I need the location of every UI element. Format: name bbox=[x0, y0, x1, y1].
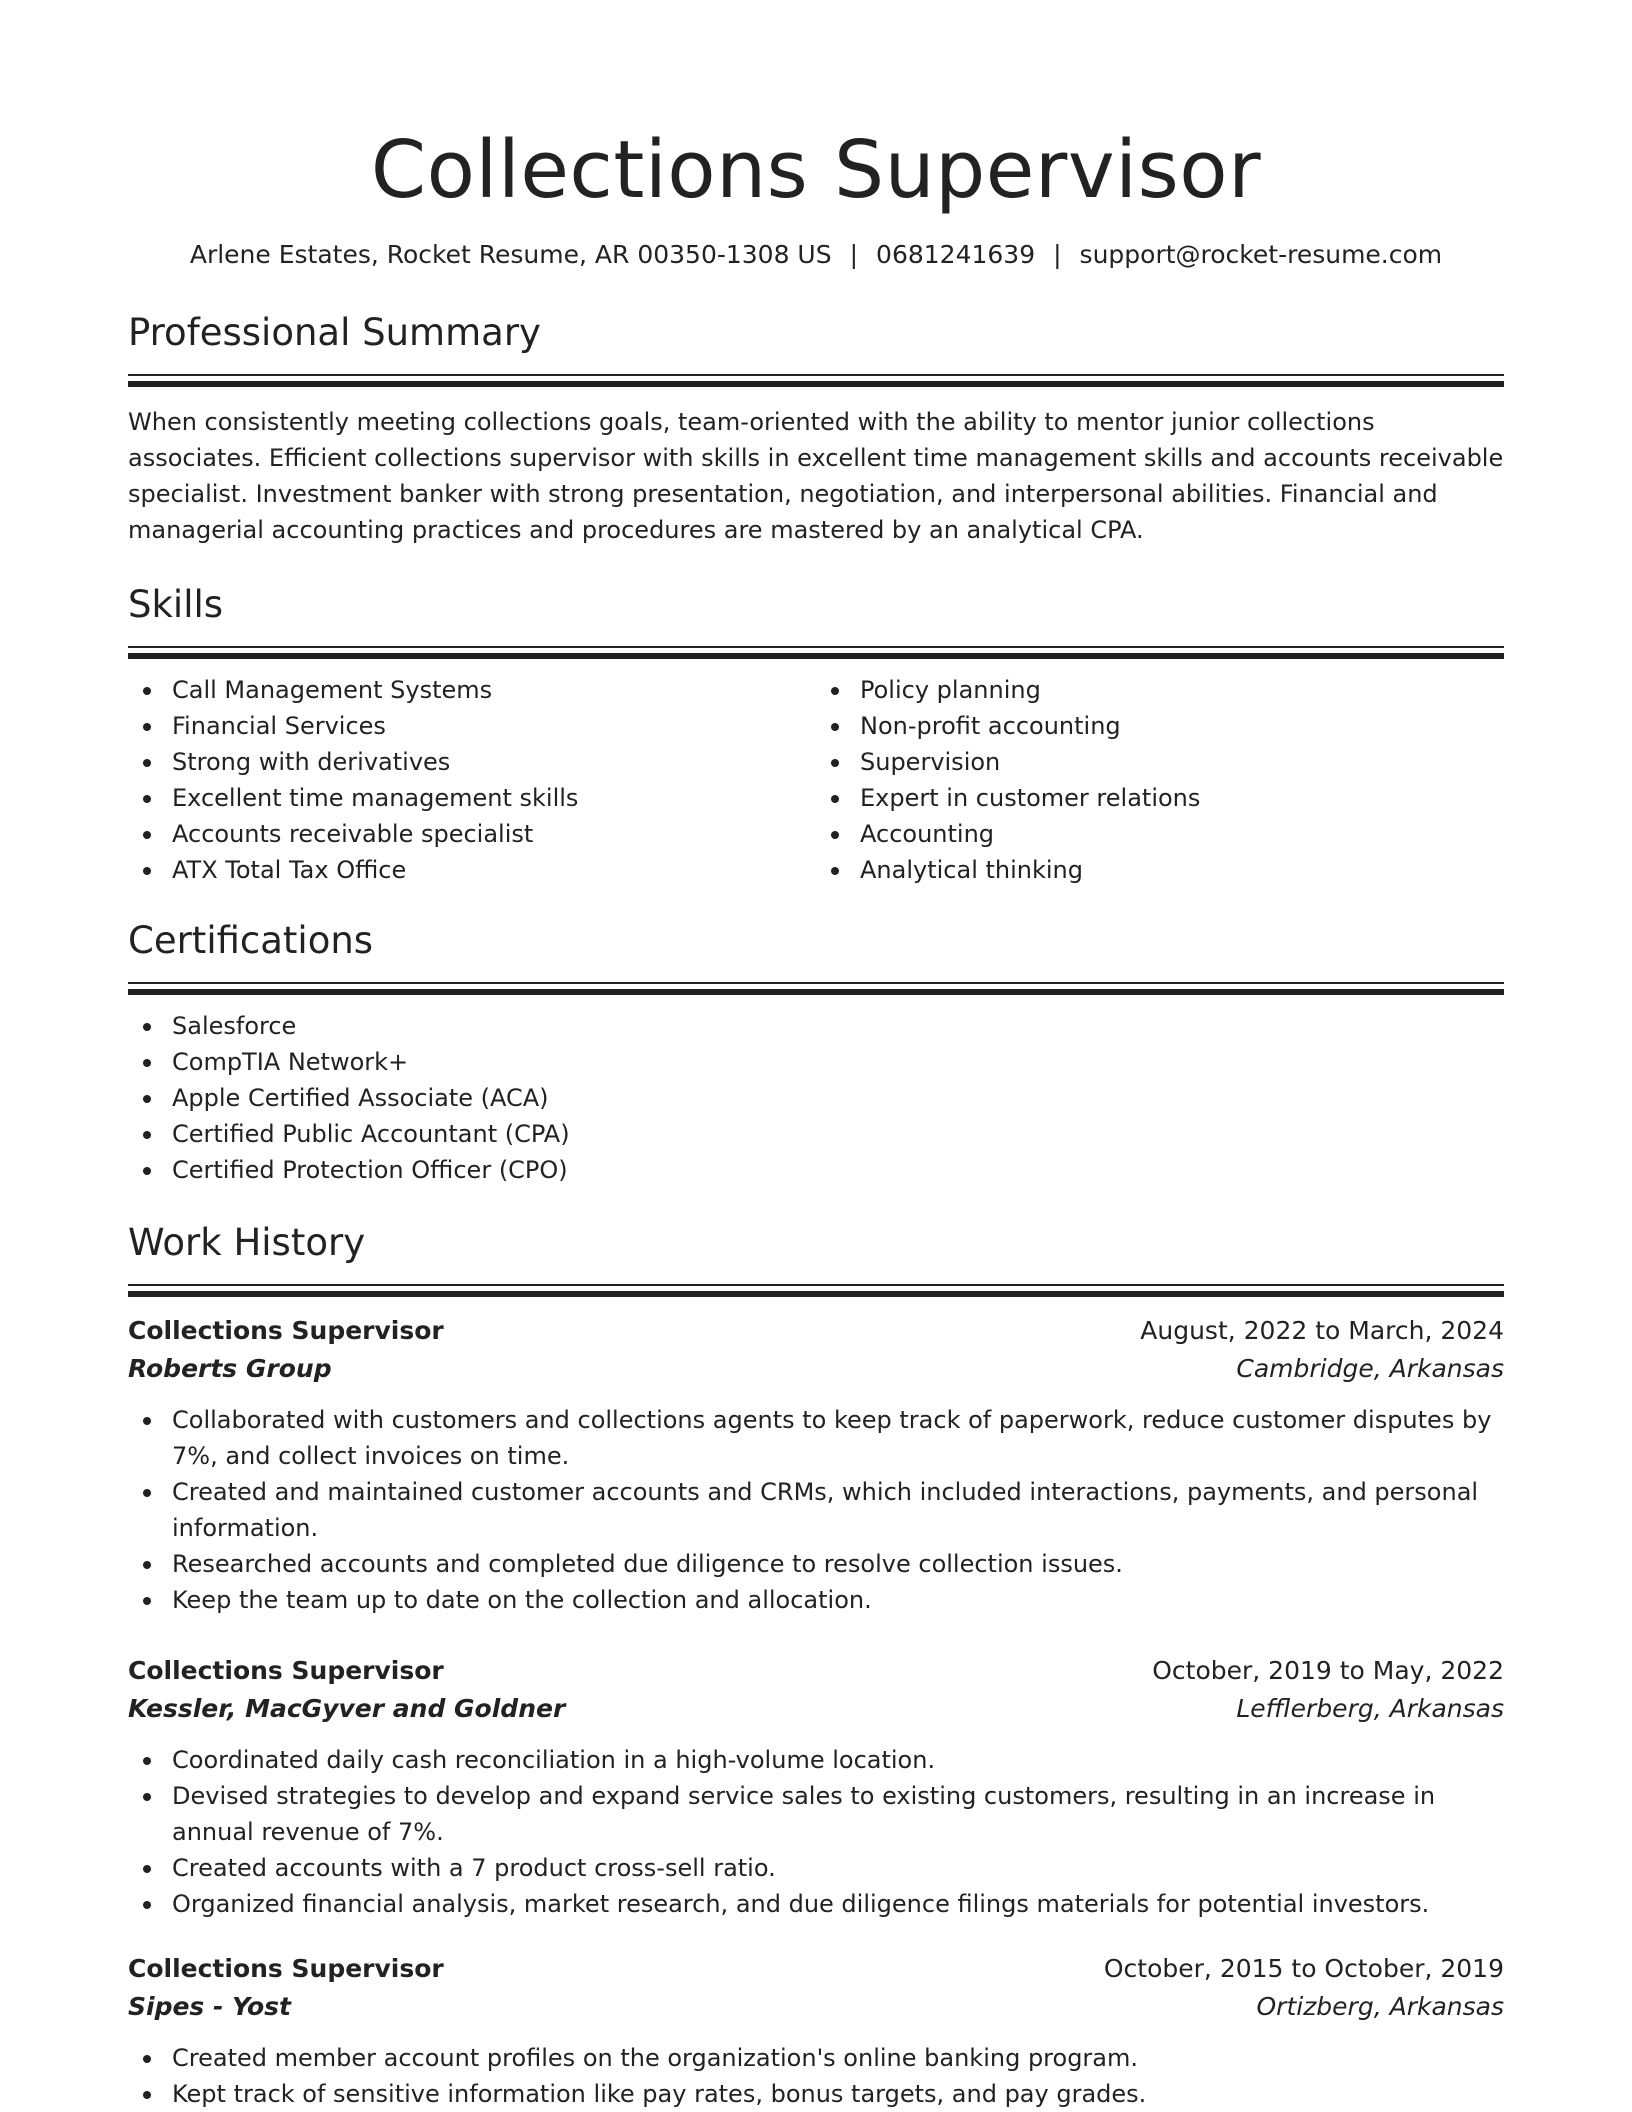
contact-phone: 0681241639 bbox=[876, 240, 1036, 269]
job-header bbox=[128, 1652, 1504, 1690]
certification-item: Certified Public Accountant (CPA) bbox=[128, 1116, 1504, 1152]
certification-item: Certified Protection Officer (CPO) bbox=[128, 1152, 1504, 1188]
job-bullets bbox=[128, 1742, 1504, 1922]
certification-item: Salesforce bbox=[128, 1008, 1504, 1044]
job-header bbox=[128, 1312, 1504, 1350]
job-bullet: Devised strategies to develop and expand service sales to existing customers, resulting in an increase in annual revenue of 7%. bbox=[128, 1778, 1504, 1850]
job-bullet: Created member account profiles on the organization's online banking program. bbox=[128, 2040, 1504, 2076]
resume-name: Collections Supervisor bbox=[370, 124, 1262, 216]
job-bullet: Created and maintained customer accounts and CRMs, which included interactions, payments, and personal information. bbox=[128, 1474, 1504, 1546]
job-bullet: Researched accounts and completed due diligence to resolve collection issues. bbox=[128, 1546, 1504, 1582]
job-bullet: Organized financial analysis, market research, and due diligence filings materials for potential investors. bbox=[128, 1886, 1504, 1922]
job-entry bbox=[128, 1652, 1504, 1922]
skills-list-left bbox=[128, 672, 816, 888]
job-subheader bbox=[128, 1350, 1504, 1388]
job-entry bbox=[128, 1950, 1504, 2112]
section-title-summary: Professional Summary bbox=[128, 311, 541, 354]
job-bullet: Created accounts with a 7 product cross-sell ratio. bbox=[128, 1850, 1504, 1886]
job-bullet: Kept track of sensitive information like pay rates, bonus targets, and pay grades. bbox=[128, 2076, 1504, 2112]
section-divider bbox=[128, 1284, 1504, 1296]
job-dates: August, 2022 to March, 2024 bbox=[1140, 1316, 1504, 1345]
job-location: Cambridge, Arkansas bbox=[1236, 1354, 1504, 1383]
job-bullet: Coordinated daily cash reconciliation in a high-volume location. bbox=[128, 1742, 1504, 1778]
skill-item: Accounting bbox=[816, 816, 1504, 852]
work-history-section bbox=[128, 1220, 1504, 2112]
job-subheader bbox=[128, 1988, 1504, 2026]
skill-item: ATX Total Tax Office bbox=[128, 852, 816, 888]
contact-separator: | bbox=[1053, 240, 1062, 269]
skill-item: Strong with derivatives bbox=[128, 744, 816, 780]
job-location: Ortizberg, Arkansas bbox=[1256, 1992, 1504, 2021]
skill-item: Accounts receivable specialist bbox=[128, 816, 816, 852]
section-title-skills: Skills bbox=[128, 583, 224, 626]
certifications-list bbox=[128, 1008, 1504, 1188]
skill-item: Excellent time management skills bbox=[128, 780, 816, 816]
contact-line bbox=[128, 238, 1504, 272]
skill-item: Policy planning bbox=[816, 672, 1504, 708]
skills-list-right bbox=[816, 672, 1504, 888]
skill-item: Call Management Systems bbox=[128, 672, 816, 708]
section-divider bbox=[128, 982, 1504, 994]
job-entry bbox=[128, 1312, 1504, 1618]
job-header bbox=[128, 1950, 1504, 1988]
job-company: Kessler, MacGyver and Goldner bbox=[128, 1694, 566, 1723]
job-company: Sipes - Yost bbox=[128, 1992, 291, 2021]
skill-item: Analytical thinking bbox=[816, 852, 1504, 888]
certification-item: CompTIA Network+ bbox=[128, 1044, 1504, 1080]
contact-email: support@rocket-resume.com bbox=[1079, 240, 1443, 269]
contact-separator: | bbox=[849, 240, 859, 269]
skills-section bbox=[128, 582, 1504, 888]
job-dates: October, 2015 to October, 2019 bbox=[1103, 1954, 1504, 1983]
job-title: Collections Supervisor bbox=[128, 1316, 444, 1345]
skill-item: Non-profit accounting bbox=[816, 708, 1504, 744]
skill-item: Supervision bbox=[816, 744, 1504, 780]
section-title-work-history: Work History bbox=[128, 1221, 366, 1264]
job-title: Collections Supervisor bbox=[128, 1954, 444, 1983]
skill-item: Financial Services bbox=[128, 708, 816, 744]
resume-page bbox=[128, 0, 1504, 2112]
section-divider bbox=[128, 374, 1504, 386]
section-title-certifications: Certifications bbox=[128, 919, 374, 962]
job-bullet: Keep the team up to date on the collection and allocation. bbox=[128, 1582, 1504, 1618]
job-dates: October, 2019 to May, 2022 bbox=[1152, 1656, 1504, 1685]
job-company: Roberts Group bbox=[128, 1354, 332, 1383]
certifications-section bbox=[128, 918, 1504, 1188]
job-bullets bbox=[128, 2040, 1504, 2112]
job-location: Lefflerberg, Arkansas bbox=[1236, 1694, 1504, 1723]
job-subheader bbox=[128, 1690, 1504, 1728]
job-bullets bbox=[128, 1402, 1504, 1618]
contact-address: Arlene Estates, Rocket Resume, AR 00350-1308 US bbox=[189, 240, 832, 269]
job-bullet: Collaborated with customers and collections agents to keep track of paperwork, reduce customer disputes by 7%, and collect invoices on time. bbox=[128, 1402, 1504, 1474]
skill-item: Expert in customer relations bbox=[816, 780, 1504, 816]
summary-text: When consistently meeting collections goals, team-oriented with the ability to mentor junior collections associates. Efficient collections supervisor with skills in excellent time management skills and accounts receivable specialist. Investment banker with strong presentation, negotiation, and interpersonal abilities. Financial and managerial accounting practices and procedures are mastered by an analytical CPA. bbox=[128, 408, 1504, 544]
skills-grid bbox=[128, 672, 1504, 888]
summary-section bbox=[128, 310, 1504, 548]
section-divider bbox=[128, 646, 1504, 658]
job-title: Collections Supervisor bbox=[128, 1656, 444, 1685]
certification-item: Apple Certified Associate (ACA) bbox=[128, 1080, 1504, 1116]
